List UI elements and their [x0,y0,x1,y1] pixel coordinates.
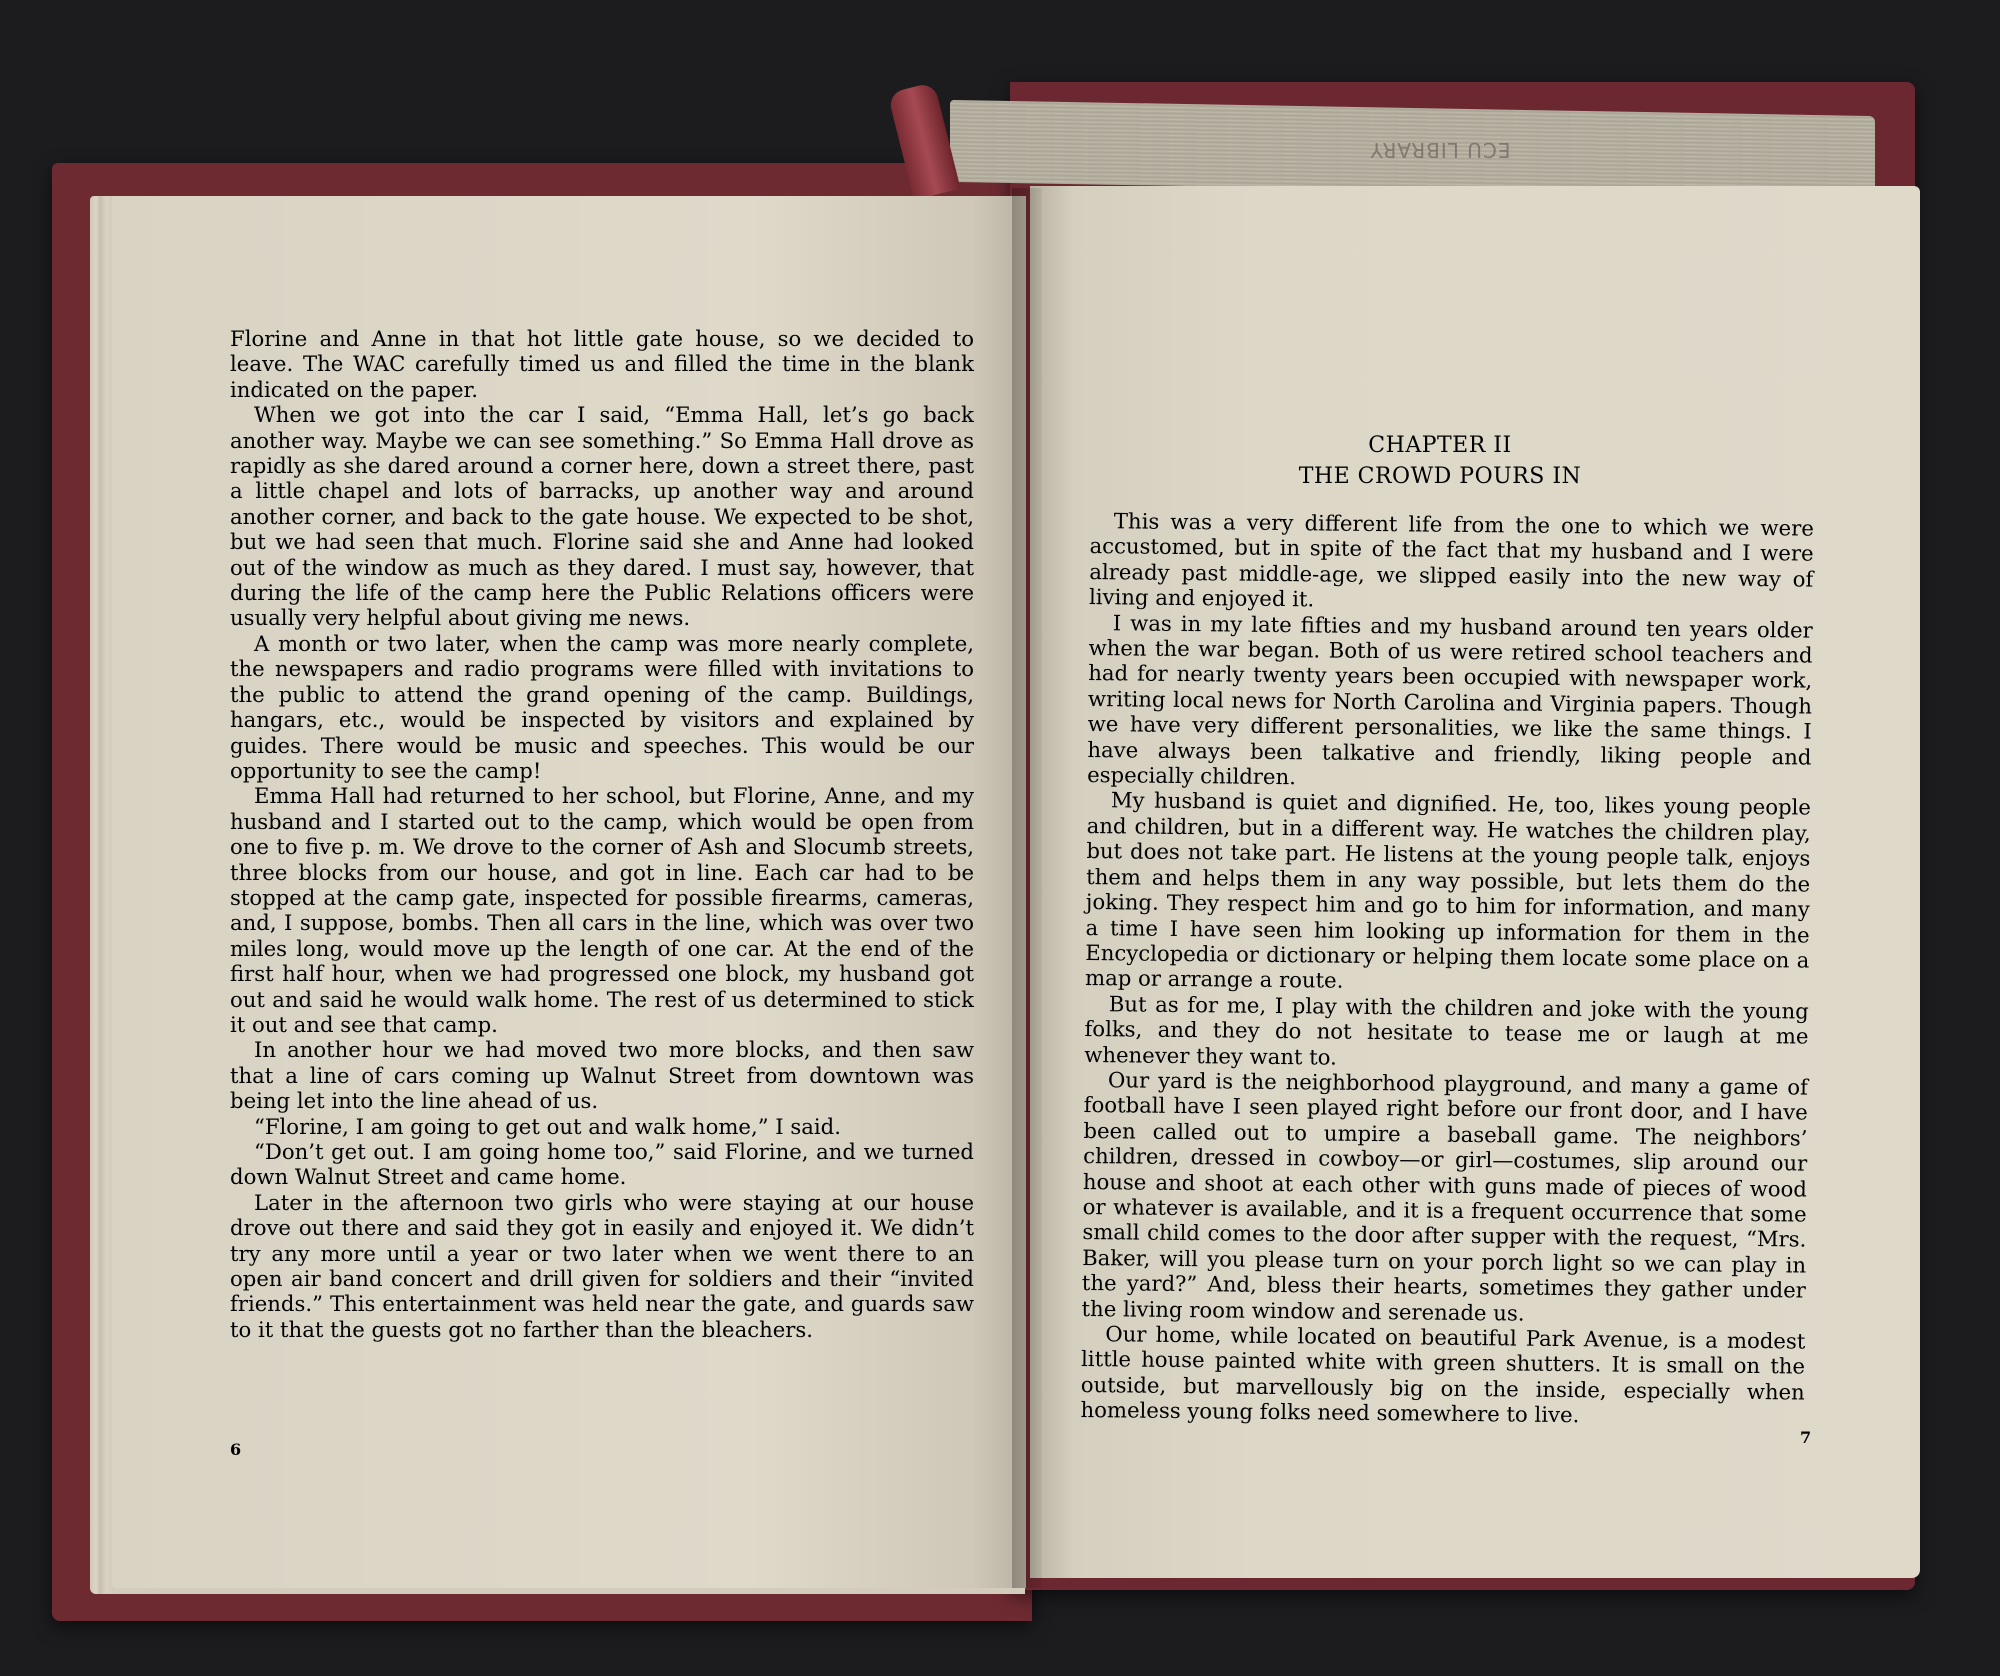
left-page-body [230,326,974,1342]
paragraph: I was in my late fifties and my husband around ten years older when the war began. Both of us were retired school teachers and had for nearly twenty years been occupied with newspaper work, writing local news for North Carolina and Virginia papers. Though we have very different personalities, we like the same things. I have always been talkative and friendly, liking people and especially children. [1087,609,1813,790]
paragraph: But as for me, I play with the children and joke with the young folks, and they do not hesitate to tease me or laugh at me whenever they want to. [1084,990,1809,1070]
paragraph: Our home, while located on beautiful Park Avenue, is a modest little house painted white with green shutters. It is small on the outside, but marvellously big on the inside, especially when homeless young folks need somewhere to live. [1080,1321,1806,1428]
right-page-body [1080,508,1814,1430]
paragraph: Our yard is the neighborhood playground, and many a game of football have I seen played right before our front door, and I have been called out to umpire a baseball game. The neighbors’ children, dressed in cowboy—or girl—costumes, slip around our house and shoot at each other with guns made of pieces of wood or whatever is available, and it is a frequent occurrence that some small child comes to the door after supper with the request, “Mrs. Baker, will you please turn on your porch light so we can play in the yard?” And, bless their hearts, sometimes they gather under the living room window and serenade us. [1081,1067,1809,1326]
chapter-label: CHAPTER II [1368,433,1512,458]
paragraph: Emma Hall had returned to her school, but Florine, Anne, and my husband and I started out to the camp, which would be open from one to five p. m. We drove to the corner of Ash and Slocumb streets, three blocks from our house, and got in line. Each car had to be stopped at the camp gate, inspected for possible firearms, cameras, and, I suppose, bombs. Then all cars in the line, which was over two miles long, would move up the length of one car. At the end of the first half hour, when we had progressed one block, my husband got out and said he would walk home. The rest of us determined to stick it out and see that camp. [230,783,974,1037]
paragraph: “Don’t get out. I am going home too,” said Florine, and we turned down Walnut Street and came home. [230,1139,974,1190]
chapter-title: THE CROWD POURS IN [1298,464,1582,489]
paragraph: This was a very different life from the one to which we were accustomed, but in spite of the fact that my husband and I were already past middle-age, we slipped easily into the new way of living and enjoyed it. [1088,508,1814,612]
paragraph: Later in the afternoon two girls who were staying at our house drove out there and said they got in easily and enjoyed it. We didn’t try any more until a year or two later when we went there to an open air band concert and drill given for soldiers and their “invited friends.” This entertainment was held near the gate, and guards saw to it that the guests got no farther than the bleachers. [230,1189,974,1342]
paragraph: Florine and Anne in that hot little gate house, so we decided to leave. The WAC carefully timed us and filled the time in the blank indicated on the paper. [230,326,974,402]
paragraph: My husband is quiet and dignified. He, too, likes young people and children, but in a different way. He watches the children play, but does not take part. He listens at the young people talk, enjoys them and helps them in any way possible, but lets them do the joking. They respect him and go to him for information, and many a time I have seen him looking up information for them in the Encyclopedia or dictionary or helping them locate some place on a map or arrange a route. [1084,787,1812,993]
paragraph: In another hour we had moved two more blocks, and then saw that a line of cars coming up Walnut Street from downtown was being let into the line ahead of us. [230,1037,974,1114]
paragraph: A month or two later, when the camp was more nearly complete, the newspapers and radio programs were filled with invitations to the public to attend the grand opening of the camp. Buildings, hangars, etc., would be inspected by visitors and explained by guides. There would be music and speeches. This would be our opportunity to see the camp! [230,630,974,783]
right-page-number: 7 [1800,1428,1812,1447]
paragraph: When we got into the car I said, “Emma Hall, let’s go back another way. Maybe we can see something.” So Emma Hall drove as rapidly as she dared around a corner here, down a street there, past a little chapel and lots of barracks, up another way and around another corner, and back to the gate house. We expected to be shot, but we had seen that much. Florine said she and Anne had looked out of the window as much as they dared. I must say, however, that during the life of the camp here the Public Relations officers were usually very helpful about giving me news. [230,402,974,631]
book-gutter [1012,188,1042,1588]
paragraph: “Florine, I am going to get out and walk home,” I said. [254,1113,841,1139]
chapter-heading [1240,430,1640,492]
library-stamp: ECU LIBRARY [1369,138,1511,162]
left-page-number: 6 [230,1440,242,1459]
